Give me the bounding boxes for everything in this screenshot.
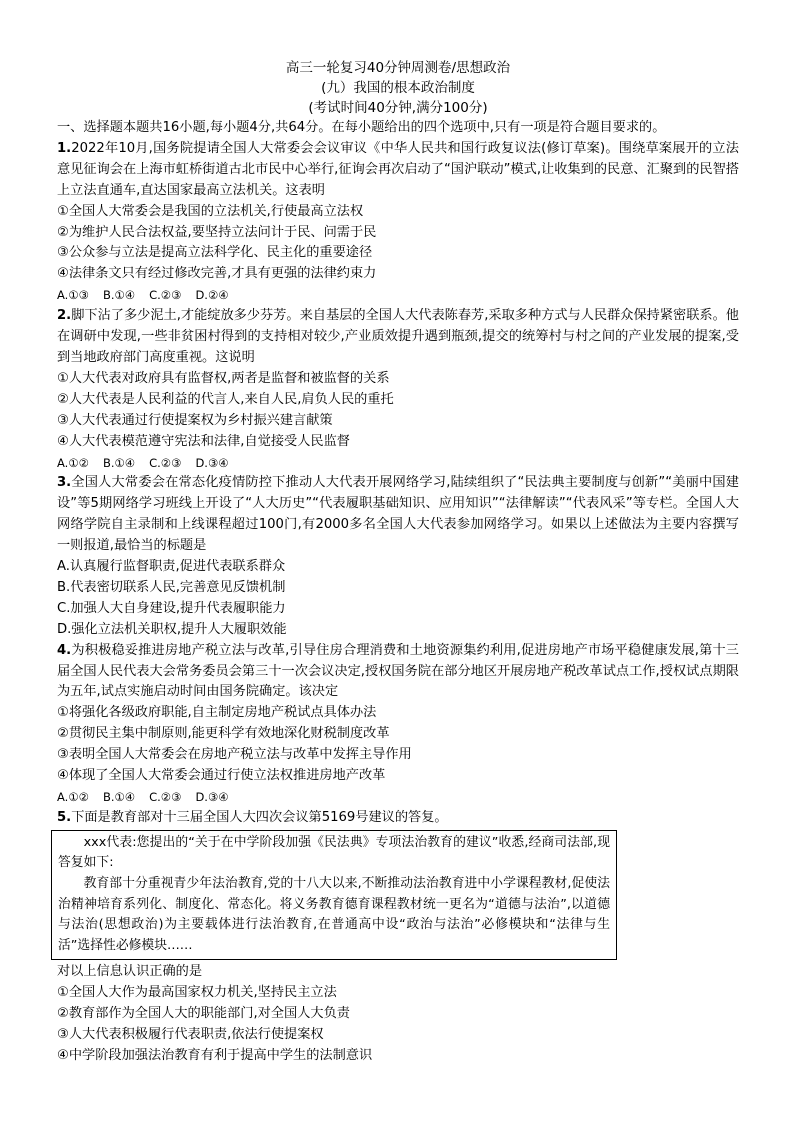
exam-note: (考试时间40分钟,满分100分) xyxy=(308,100,488,116)
question-4-answers xyxy=(57,787,739,808)
answer-choice: B.①④ xyxy=(102,455,136,470)
question-2-answers xyxy=(57,453,739,474)
question-2-option: ②人大代表是人民利益的代言人,来自人民,肩负人民的重托 xyxy=(57,391,394,407)
answer-choice: A.①③ xyxy=(57,288,89,303)
answer-choice: D.②④ xyxy=(195,288,229,303)
exam-title: 高三一轮复习40分钟周测卷/思想政治 xyxy=(285,60,511,76)
question-5-option: ②教育部作为全国人大的职能部门,对全国人大负责 xyxy=(57,1006,350,1022)
question-1-option: ④法律条文只有经过修改完善,才具有更强的法律约束力 xyxy=(57,266,377,282)
question-3-option: B.代表密切联系人民,完善意见反馈机制 xyxy=(57,579,286,595)
reply-letter-paragraph: 教育部十分重视青少年法治教育,党的十八大以来,不断推动法治教育进中小学课程教材,促使法治精神培育系列化、制度化、常态化。将义务教育德育课程教材统一更名为“道德与法治”,以道德与法治(思想政治)为主要载体进行法治教育,在普通高中设“政治与法治”必修模块和“法律与生活”选择性必修模块…… xyxy=(58,876,610,953)
question-5-stem: 5.下面是教育部对十三届全国人大四次会议第5169号建议的答复。 xyxy=(57,809,448,825)
question-4-option: ③表明全国人大常委会在房地产税立法与改革中发挥主导作用 xyxy=(57,747,412,763)
exam-subtitle: (九）我国的根本政治制度 xyxy=(321,80,475,96)
answer-choice: A.①② xyxy=(57,455,89,470)
reply-letter-box xyxy=(51,830,617,961)
question-2-stem: 2.脚下沾了多少泥土,才能绽放多少芬芳。来自基层的全国人大代表陈春芳,采取多种方式与人民群众保持紧密联系。他在调研中发现,一些非贫困村得到的支持相对较少,产业质效提升遇到瓶颈,提交的统筹村与村之间的产业发展的提案,受到当地政府部门高度重视。这说明 xyxy=(57,308,739,365)
answer-choice: A.①② xyxy=(57,790,89,804)
question-1-stem: 1.2022年10月,国务院提请全国人大常委会会议审议《中华人民共和国行政复议法(修订草案)。围绕草案展开的立法意见征询会在上海市虹桥街道古北市民中心举行,征询会再次启动了“国沪联动”模式,让收集到的民意、汇聚到的民智搭上立法直通车,直达国家最高立法机关。这表明 xyxy=(57,140,739,198)
question-1-option: ①全国人大常委会是我国的立法机关,行使最高立法权 xyxy=(57,203,364,219)
question-1-option: ③公众参与立法是提高立法科学化、民主化的重要途径 xyxy=(57,245,373,261)
question-4-option: ④体现了全国人大常委会通过行使立法权推进房地产改革 xyxy=(57,768,386,784)
answer-choice: B.①④ xyxy=(102,790,136,804)
answer-choice: C.②③ xyxy=(149,455,182,470)
question-3-option: C.加强人大自身建设,提升代表履职能力 xyxy=(57,600,286,616)
question-1-option: ②为维护人民合法权益,要坚持立法问计于民、问需于民 xyxy=(57,224,377,240)
question-5-option: ①全国人大作为最高国家权力机关,坚持民主立法 xyxy=(57,985,337,1001)
question-5-option: ④中学阶段加强法治教育有利于提高中学生的法制意识 xyxy=(57,1048,373,1063)
question-3-option: D.强化立法机关职权,提升人大履职效能 xyxy=(57,621,287,637)
answer-choice: D.③④ xyxy=(195,455,229,470)
question-3-stem: 3.全国人大常委会在常态化疫情防控下推动人大代表开展网络学习,陆续组织了“民法典主要制度与创新”“美丽中国建设”等5期网络学习班线上开设了“人大历史”“代表履职基础知识、应用知识”“法律解读”“代表风采”等专栏。全国人大网络学院自主录制和上线课程超过100门,有2000多名全国人大代表参加网络学习。如果以上述做法为主要内容撰写一则报道,最恰当的标题是 xyxy=(57,475,739,554)
answer-choice: C.②③ xyxy=(149,288,182,303)
question-4-option: ①将强化各级政府职能,自主制定房地产税试点具体办法 xyxy=(57,705,377,721)
question-3-option: A.认真履行监督职责,促进代表联系群众 xyxy=(57,559,286,575)
question-2-option: ③人大代表通过行使提案权为乡村振兴建言献策 xyxy=(57,412,333,428)
answer-choice: C.②③ xyxy=(149,790,182,804)
question-1-answers xyxy=(57,285,739,306)
question-5-prompt: 对以上信息认识正确的是 xyxy=(57,964,203,980)
question-2-option: ①人大代表对政府具有监督权,两者是监督和被监督的关系 xyxy=(57,370,390,386)
question-5-option: ③人大代表积极履行代表职责,依法行使提案权 xyxy=(57,1027,324,1043)
reply-letter-paragraph: xxx代表:您提出的“关于在中学阶段加强《民法典》专项法治教育的建议”收悉,经商司法部,现答复如下: xyxy=(58,834,610,871)
question-4-stem: 4.为积极稳妥推进房地产税立法与改革,引导住房合理消费和土地资源集约利用,促进房地产市场平稳健康发展,第十三届全国人民代表大会常务委员会第三十一次会议决定,授权国务院在部分地区开展房地产税改革试点工作,授权试点期限为五年,试点实施启动时间由国务院确定。该决定 xyxy=(57,642,739,700)
question-4-option: ②贯彻民主集中制原则,能更科学有效地深化财税制度改革 xyxy=(57,726,390,742)
question-2-option: ④人大代表模范遵守宪法和法律,自觉接受人民监督 xyxy=(57,433,350,449)
answer-choice: D.③④ xyxy=(195,790,229,804)
section-instructions: 一、选择题本题共16小题,每小题4分,共64分。在每小题给出的四个选项中,只有一项是符合题目要求的。 xyxy=(57,120,666,135)
answer-choice: B.①④ xyxy=(102,288,136,303)
exam-page xyxy=(57,58,739,1067)
